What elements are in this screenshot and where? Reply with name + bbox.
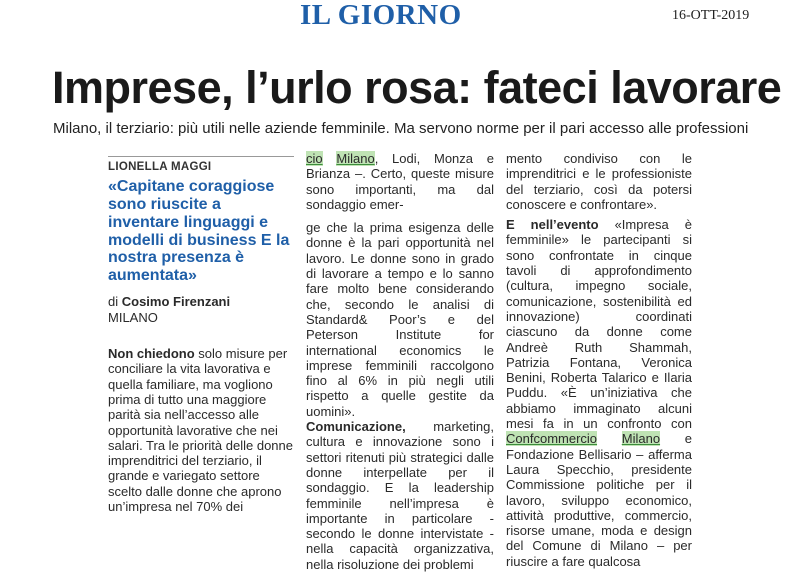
paragraph [306,151,494,212]
paragraph [506,217,692,569]
paragraph-lead: E nell’evento [506,217,599,233]
byline-author: Cosimo Firenzani [121,294,231,310]
issue-date: 16-OTT-2019 [672,8,750,23]
byline-city: MILANO [108,310,158,326]
paragraph-text: e Fondazione Bellisario – afferma Laura Specchio, presidente Commissione politiche per il lavoro, sviluppo economico, attività produttive, commercio, risorse umane, moda e design del Comune di Milano – per riuscire a fare qualcosa [506,431,692,569]
paragraph: mento condiviso con le imprenditrici e le professioniste del terziario, così da potersi conoscere e confrontare». [506,151,692,212]
article-column-3 [506,151,692,569]
article-headline: Imprese, l’urlo rosa: fateci lavorare [52,62,782,113]
paragraph-lead: Non chiedono [108,346,195,362]
paragraph-text: «Impresa è femminile» le partecipanti si sono confrontate in cinque tavoli di approfondimento (cultura, impegno sociale, comunicazione, sostenibilità ed innovazione) coordinati ciascuno da donne come Andreè Ruth Shammah, Patrizia Fontana, Veronica Benini, Roberta Talarico e Ilaria Puddu. «È un’iniziativa che abbiamo immaginato alcuni mesi fa in un confronto con [506,217,692,432]
byline-prefix: di [108,294,119,310]
paragraph [306,419,494,572]
paragraph [108,346,294,514]
article-subhead: Milano, il terziario: più utili nelle aziende femminile. Ma servono norme per il pari accesso alle professioni [53,120,749,137]
highlighted-term: cio [306,151,323,166]
highlighted-term: Milano [621,431,661,447]
paragraph: ge che la prima esigenza delle donne è la pari opportunità nel lavoro. Le donne sono in grado di lavorare a tempo e lo sanno fare molto bene considerando che, secondo le analisi di Standard& Poor’s e del Peterson Institute for international economics le imprese femminili raccolgono fino al 6% in più negli utili rispetto a quelle gestite da uomini». [306,220,494,419]
paragraph-lead: Comunicazione, [306,419,406,435]
highlighted-term: Milano [336,151,375,166]
paragraph-text: solo misure per conciliare la vita lavorativa e quella familiare, ma vogliono prima di tutto una maggiore parità sia nell’accesso alle opportunità lavorative che nei salari. Tra le priorità delle donne imprenditrici del terziario, il grande e variegato settore scelto dalle donne che aprono un’impresa nel 70% dei [108,346,293,515]
quote-author: LIONELLA MAGGI [108,156,294,175]
pull-quote: «Capitane coraggiose sono riuscite a inventare linguaggi e modelli di business E la nostra presenza è aumentata» [108,178,290,285]
paragraph-text: , Lodi, Monza e Brianza –. Certo, queste misure sono importanti, ma dal sondaggio emer- [306,151,494,212]
newspaper-logo: IL GIORNO [300,0,462,31]
article-column-2 [306,151,494,572]
highlighted-term: Confcommercio [506,431,598,447]
byline [108,294,294,326]
article-column-1 [108,156,294,514]
paragraph-text: marketing, cultura e innovazione sono i settori ritenuti più strategici dalle donne interpellate per il sondaggio. E la leadership femminile nell’impresa è importante in particolare - secondo le donne intervistate - nella capacità organizzativa, nella risoluzione dei problemi [306,419,494,572]
masthead [0,0,785,36]
